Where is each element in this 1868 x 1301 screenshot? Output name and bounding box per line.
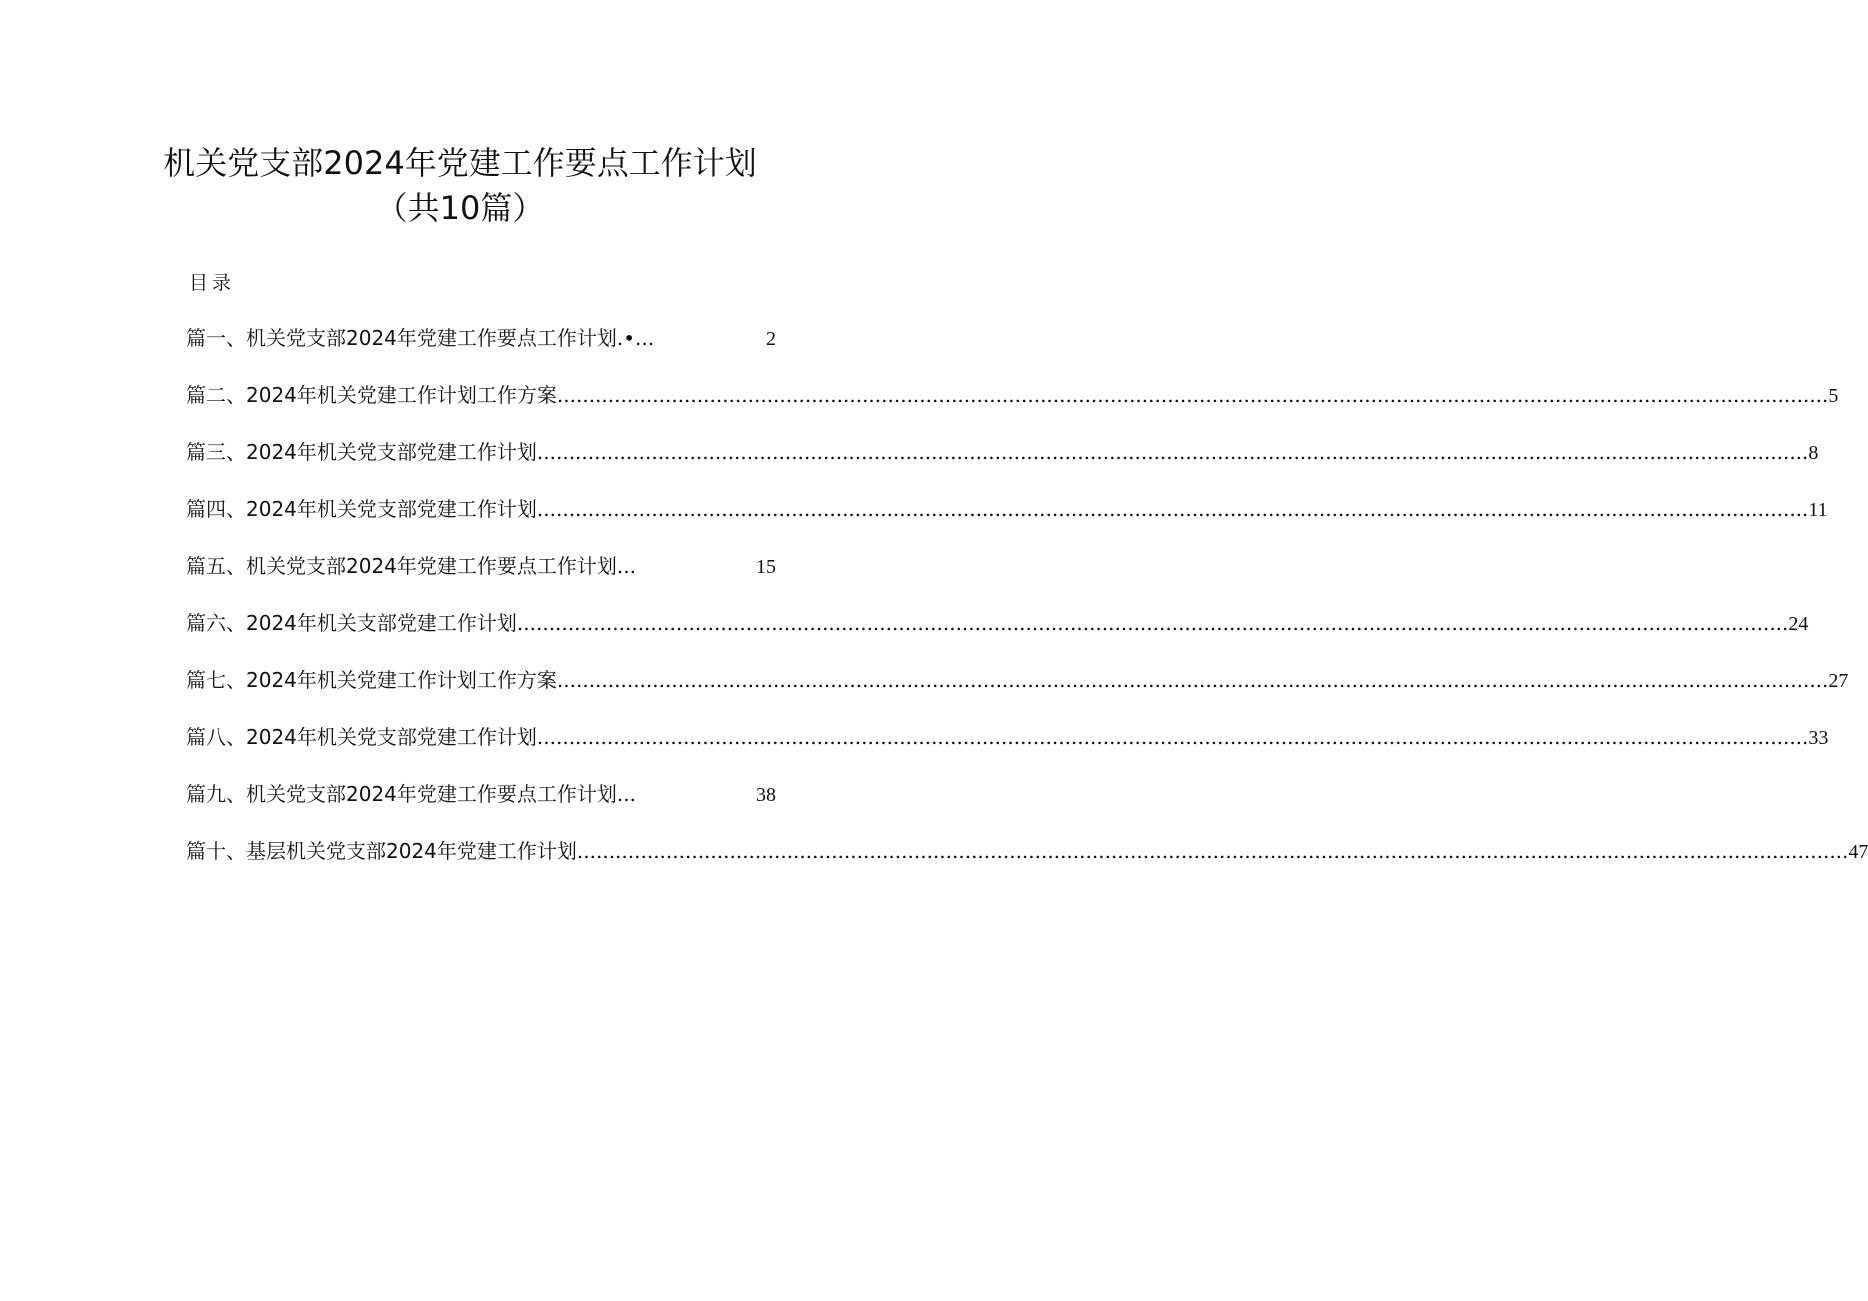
toc-entry-label: 篇七、2024年机关党建工作计划工作方案 (186, 668, 557, 692)
toc-entry-1[interactable] (186, 320, 776, 377)
toc-entry-label: 篇十、基层机关党支部2024年党建工作计划 (186, 839, 577, 863)
toc-entry-4[interactable] (186, 491, 1828, 548)
toc-page-number: 33 (1808, 727, 1829, 749)
toc-page-number: 5 (1828, 385, 1839, 407)
toc-page-number: 38 (756, 784, 776, 806)
toc-leader-dots: ........................................................................................................................................................................................................ (536, 725, 1809, 749)
toc-page-number: 15 (756, 556, 776, 578)
toc-entry-8[interactable] (186, 719, 1829, 776)
toc-entry-3[interactable] (186, 434, 1819, 491)
toc-entry-label: 篇四、2024年机关党支部党建工作计划 (186, 497, 537, 521)
toc-leader-dots: ........................................................................................................................................................................................................ (556, 668, 1829, 692)
toc-page-number: 11 (1808, 499, 1828, 521)
toc-page-number: 2 (766, 328, 776, 350)
toc-leader-dots: ........................................................................................................................................................................................................ (516, 611, 1789, 635)
toc-leader-dots: ........................................................................................................................................................................................................ (576, 839, 1849, 863)
document-title: 机关党支部2024年党建工作要点工作计划 (163, 144, 757, 182)
toc-leader-dots: .•... (616, 326, 655, 350)
toc-page-number: 47 (1848, 841, 1868, 863)
document-subtitle: （共10篇） (375, 189, 545, 227)
toc-entry-2[interactable] (186, 377, 1839, 434)
toc-entry-10[interactable] (186, 833, 1868, 890)
toc-entry-label: 篇九、机关党支部2024年党建工作要点工作计划 (186, 782, 617, 806)
toc-entry-label: 篇五、机关党支部2024年党建工作要点工作计划 (186, 554, 617, 578)
toc-page-number: 27 (1828, 670, 1849, 692)
toc-entry-6[interactable] (186, 605, 1809, 662)
toc-entry-9[interactable] (186, 776, 776, 833)
toc-leader-dots: ........................................................................................................................................................................................................ (536, 440, 1809, 464)
toc-entry-7[interactable] (186, 662, 1849, 719)
toc-entry-label: 篇一、机关党支部2024年党建工作要点工作计划 (186, 326, 617, 350)
toc-leader-dots: ... (616, 782, 636, 806)
toc-entry-label: 篇八、2024年机关党支部党建工作计划 (186, 725, 537, 749)
table-of-contents (186, 320, 1868, 890)
toc-heading: 目录 (189, 272, 236, 294)
toc-leader-dots: ........................................................................................................................................................................................................ (536, 497, 1809, 521)
toc-page-number: 24 (1788, 613, 1809, 635)
toc-page-number: 8 (1808, 442, 1819, 464)
toc-entry-label: 篇二、2024年机关党建工作计划工作方案 (186, 383, 557, 407)
toc-leader-dots: ........................................................................................................................................................................................................ (556, 383, 1829, 407)
toc-entry-label: 篇六、2024年机关支部党建工作计划 (186, 611, 517, 635)
toc-leader-dots: ... (616, 554, 636, 578)
toc-entry-label: 篇三、2024年机关党支部党建工作计划 (186, 440, 537, 464)
toc-entry-5[interactable] (186, 548, 776, 605)
